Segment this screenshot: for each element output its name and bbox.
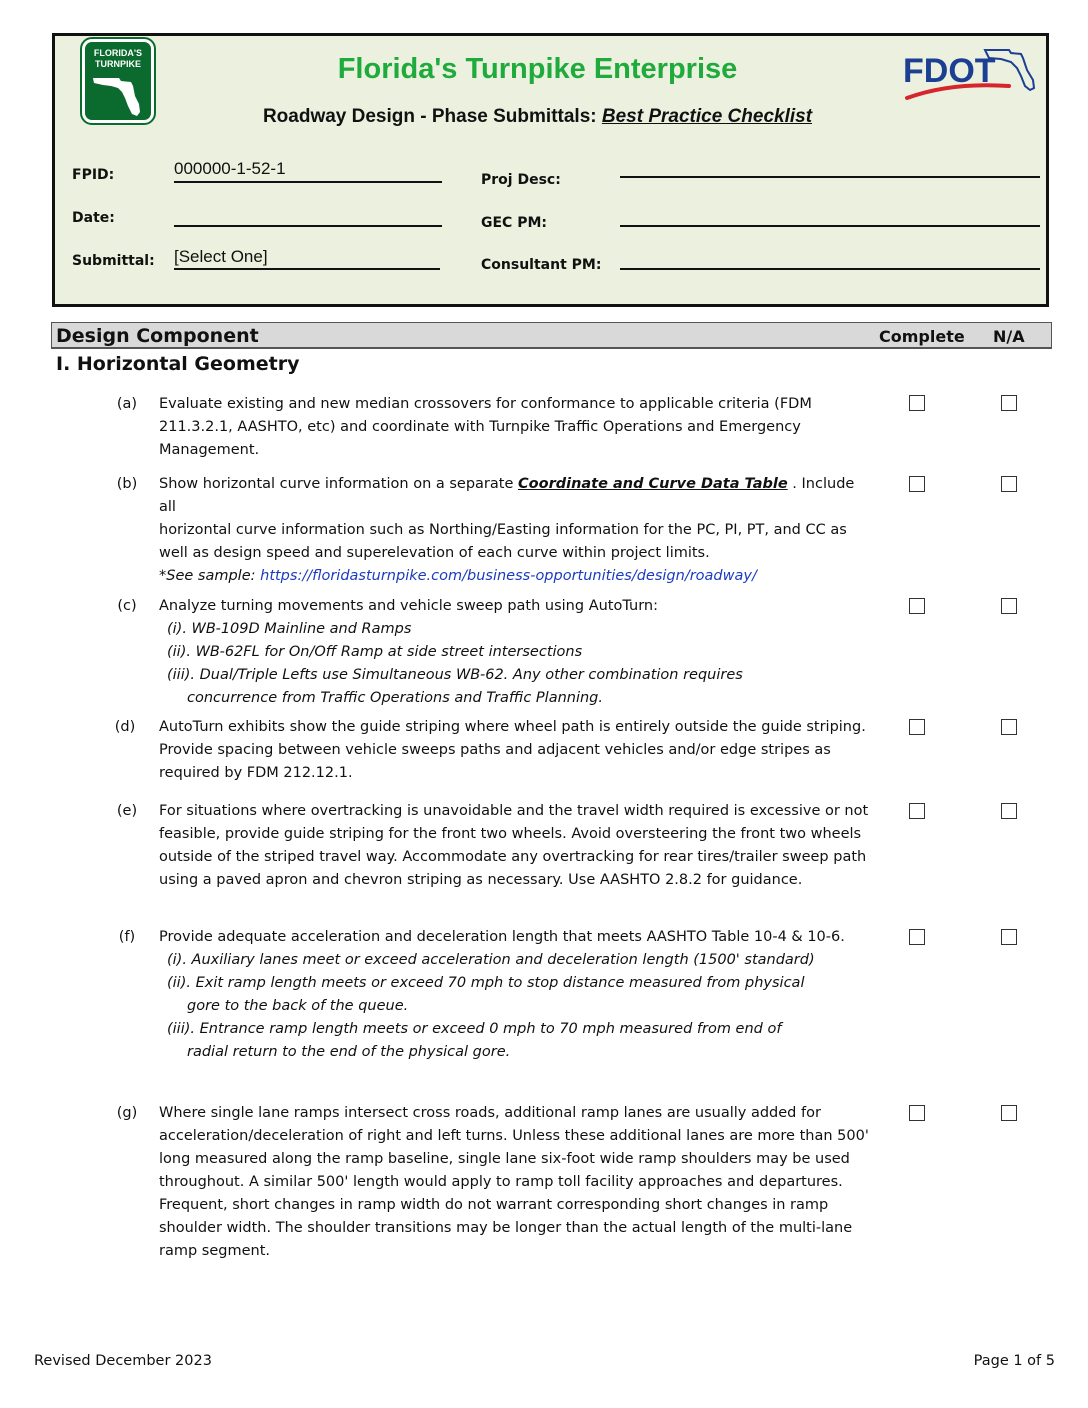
column-design-component: Design Component: [56, 325, 259, 347]
item-e-line3: outside of the striped travel way. Accommodate any overtracking for rear tires/trailer sweep path: [159, 849, 867, 865]
consultant-pm-label: Consultant PM:: [481, 257, 602, 273]
item-g-line7: ramp segment.: [159, 1243, 270, 1259]
item-e-letter: (e): [116, 803, 138, 819]
item-g-line2: acceleration/deceleration of right and left turns. Unless these additional lanes are more than 500': [159, 1128, 869, 1144]
submittal-label: Submittal:: [72, 253, 155, 269]
fdot-logo: [901, 42, 1041, 102]
item-c-na-checkbox[interactable]: [1001, 598, 1017, 614]
item-e-line4: using a paved apron and chevron striping as necessary. Use AASHTO 2.8.2 for guidance.: [159, 872, 803, 888]
logo-text-line2: TURNPIKE: [94, 59, 141, 69]
item-c-text: [159, 595, 874, 710]
item-d-na-checkbox[interactable]: [1001, 719, 1017, 735]
item-g-line1: Where single lane ramps intersect cross roads, additional ramp lanes are usually added for: [159, 1105, 821, 1121]
coordinate-curve-table-ref: Coordinate and Curve Data Table: [518, 476, 788, 492]
item-g-line4: throughout. A similar 500' length would apply to ramp toll facility approaches and departures.: [159, 1174, 843, 1190]
submittal-select[interactable]: [Select One]: [174, 247, 268, 266]
item-a-complete-checkbox[interactable]: [909, 395, 925, 411]
item-e-text: [159, 800, 874, 892]
proj-desc-label: Proj Desc:: [481, 172, 561, 188]
item-f-text: [159, 926, 874, 1064]
item-e-line1: For situations where overtracking is unavoidable and the travel width required is excessive or not: [159, 803, 869, 819]
page-subtitle: [55, 106, 1020, 128]
sample-label: *See sample:: [159, 568, 261, 584]
item-d-complete-checkbox[interactable]: [909, 719, 925, 735]
item-d-line1: AutoTurn exhibits show the guide striping where wheel path is entirely outside the guide striping.: [159, 719, 866, 735]
item-f-sub1: (i). Auxiliary lanes meet or exceed acceleration and deceleration length (1500' standard): [167, 952, 815, 968]
item-f-line1: Provide adequate acceleration and deceleration length that meets AASHTO Table 10-4 & 10-6.: [159, 929, 845, 945]
item-f-na-checkbox[interactable]: [1001, 929, 1017, 945]
item-f-sub3: gore to the back of the queue.: [187, 998, 409, 1014]
item-g-letter: (g): [116, 1105, 138, 1121]
item-e-complete-checkbox[interactable]: [909, 803, 925, 819]
item-b-complete-checkbox[interactable]: [909, 476, 925, 492]
date-underline: [174, 225, 442, 227]
fpid-label: FPID:: [72, 167, 115, 183]
item-c-sub4: concurrence from Traffic Operations and Traffic Planning.: [187, 690, 603, 706]
item-g-line6: shoulder width. The shoulder transitions may be longer than the actual length of the multi-lane: [159, 1220, 853, 1236]
item-a-line2: 211.3.2.1, AASHTO, etc) and coordinate with Turnpike Traffic Operations and Emergency: [159, 419, 801, 435]
item-c-complete-checkbox[interactable]: [909, 598, 925, 614]
proj-desc-underline: [620, 176, 1040, 178]
column-na: N/A: [993, 327, 1025, 346]
gec-pm-label: GEC PM:: [481, 215, 547, 231]
item-g-na-checkbox[interactable]: [1001, 1105, 1017, 1121]
column-complete: Complete: [879, 327, 965, 346]
table-header: [51, 322, 1052, 349]
item-g-complete-checkbox[interactable]: [909, 1105, 925, 1121]
gec-pm-underline: [620, 225, 1040, 227]
item-c-sub3: (iii). Dual/Triple Lefts use Simultaneous WB-62. Any other combination requires: [167, 667, 743, 683]
item-a-line3: Management.: [159, 442, 260, 458]
item-b-sample: [159, 565, 874, 588]
sample-link[interactable]: https://floridasturnpike.com/business-opportunities/design/roadway/: [260, 568, 757, 584]
item-f-sub5: radial return to the end of the physical gore.: [187, 1044, 511, 1060]
fpid-input[interactable]: 000000-1-52-1: [174, 159, 286, 178]
item-b-line1-pre: Show horizontal curve information on a separate: [159, 476, 518, 492]
item-g-text: [159, 1102, 874, 1263]
footer-revised: Revised December 2023: [34, 1353, 212, 1369]
item-d-letter: (d): [114, 719, 136, 735]
item-g-line5: Frequent, short changes in ramp width do not warrant corresponding short changes in ramp: [159, 1197, 829, 1213]
item-e-na-checkbox[interactable]: [1001, 803, 1017, 819]
section-title: I. Horizontal Geometry: [56, 353, 300, 375]
item-f-sub4: (iii). Entrance ramp length meets or exceed 0 mph to 70 mph measured from end of: [167, 1021, 782, 1037]
item-d-text: [159, 716, 874, 785]
submittal-underline: [174, 268, 440, 270]
subtitle-emphasis: Best Practice Checklist: [601, 106, 813, 127]
fdot-logo-icon: [901, 42, 1041, 102]
logo-text-line1: FLORIDA'S: [93, 48, 143, 58]
item-d-line3: required by FDM 212.12.1.: [159, 765, 353, 781]
item-b-line3: well as design speed and superelevation of each curve within project limits.: [159, 545, 710, 561]
item-f-letter: (f): [118, 929, 136, 945]
page-title: Florida's Turnpike Enterprise: [337, 53, 738, 85]
fpid-underline: [174, 181, 442, 183]
fdot-logo-text: FDOT: [903, 52, 996, 90]
subtitle-prefix: Roadway Design - Phase Submittals:: [262, 106, 602, 127]
item-c-line1: Analyze turning movements and vehicle sweep path using AutoTurn:: [159, 598, 658, 614]
item-e-line2: feasible, provide guide striping for the front two wheels. Avoid oversteering the front two wheels: [159, 826, 862, 842]
item-a-text: [159, 393, 874, 462]
item-f-sub2: (ii). Exit ramp length meets or exceed 70 mph to stop distance measured from physical: [167, 975, 805, 991]
item-c-sub1: (i). WB-109D Mainline and Ramps: [167, 621, 412, 637]
item-a-line1: Evaluate existing and new median crossovers for conformance to applicable criteria (FDM: [159, 396, 812, 412]
item-d-line2: Provide spacing between vehicle sweeps paths and adjacent vehicles and/or edge stripes as: [159, 742, 831, 758]
item-b-line1: [159, 473, 874, 519]
item-b-text: [159, 473, 874, 588]
item-c-sub2: (ii). WB-62FL for On/Off Ramp at side street intersections: [167, 644, 583, 660]
item-g-line3: long measured along the ramp baseline, single lane six-foot wide ramp shoulders may be used: [159, 1151, 850, 1167]
date-label: Date:: [72, 210, 115, 226]
header-panel: [52, 33, 1049, 307]
consultant-pm-underline: [620, 268, 1040, 270]
item-c-letter: (c): [117, 598, 137, 614]
item-f-complete-checkbox[interactable]: [909, 929, 925, 945]
item-a-letter: (a): [116, 396, 138, 412]
item-b-letter: (b): [116, 476, 138, 492]
item-b-line2: horizontal curve information such as Northing/Easting information for the PC, PI, PT, and CC as: [159, 522, 847, 538]
item-b-line1-post: . Include all: [159, 476, 855, 515]
item-a-na-checkbox[interactable]: [1001, 395, 1017, 411]
item-b-na-checkbox[interactable]: [1001, 476, 1017, 492]
footer-page-number: Page 1 of 5: [973, 1353, 1055, 1369]
